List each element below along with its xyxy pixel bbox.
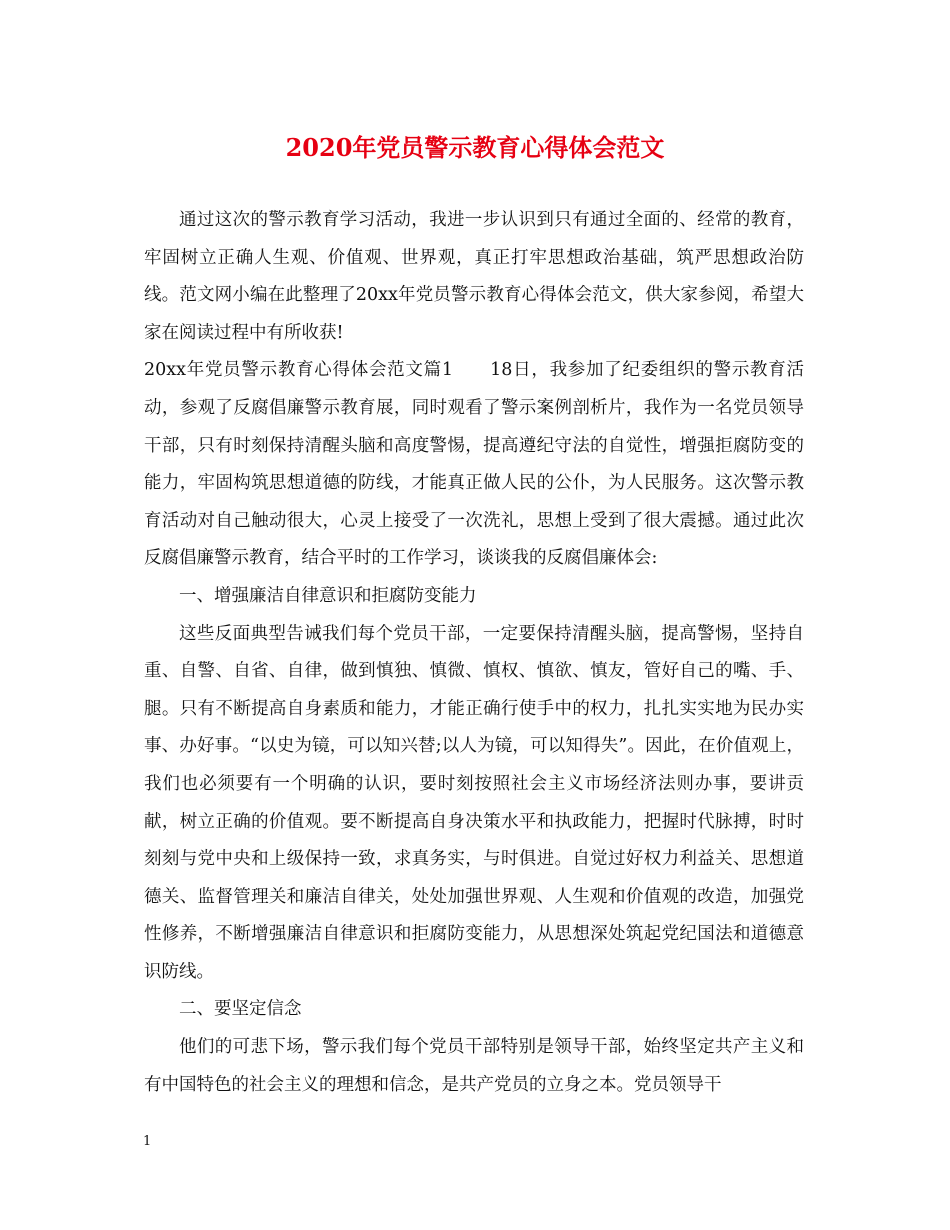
page-number: 1 xyxy=(143,1134,152,1149)
section-heading-2: 二、要坚定信念 xyxy=(179,999,302,1020)
section-heading-1: 一、增强廉洁自律意识和拒腐防变能力 xyxy=(179,585,477,606)
document-title: 2020年党员警示教育心得体会范文 xyxy=(285,133,665,162)
document-body xyxy=(144,202,804,1104)
paragraph-section-2: 他们的可悲下场，警示我们每个党员干部特别是领导干部，始终坚定共产主义和有中国特色的社会主义的理想和信念，是共产党员的立身之本。党员领导干 xyxy=(144,1037,804,1095)
paragraph-section-1: 这些反面典型告诫我们每个党员干部，一定要保持清醒头脑，提高警惕，坚持自重、自警、自省、自律，做到慎独、慎微、慎权、慎欲、慎友，管好自己的嘴、手、腿。只有不断提高自身素质和能力，才能正确行使手中的权力，扎扎实实地为民办实事、办好事。“以史为镜，可以知兴替;以人为镜，可以知得失”。因此，在价值观上，我们也必须要有一个明确的认识，要时刻按照社会主义市场经济法则办事，要讲贡献，树立正确的价值观。要不断提高自身决策水平和执政能力，把握时代脉搏，时时刻刻与党中央和上级保持一致，求真务实，与时俱进。自觉过好权力利益关、思想道德关、监督管理关和廉洁自律关，处处加强世界观、人生观和价值观的改造，加强党性修养，不断增强廉洁自律意识和拒腐防变能力，从思想深处筑起党纪国法和道德意识防线。 xyxy=(144,623,804,982)
paragraph-essay-1-opening: 20xx年党员警示教育心得体会范文篇1 18日，我参加了纪委组织的警示教育活动，参观了反腐倡廉警示教育展，同时观看了警示案例剖析片，我作为一名党员领导干部，只有时刻保持清醒头脑和高度警惕，提高遵纪守法的自觉性，增强拒腐防变的能力，牢固构筑思想道德的防线，才能真正做人民的公仆，为人民服务。这次警示教育活动对自己触动很大，心灵上接受了一次洗礼，思想上受到了很大震撼。通过此次反腐倡廉警示教育，结合平时的工作学习，谈谈我的反腐倡廉体会: xyxy=(144,360,804,569)
paragraph-intro: 通过这次的警示教育学习活动，我进一步认识到只有通过全面的、经常的教育，牢固树立正确人生观、价值观、世界观，真正打牢思想政治基础，筑严思想政治防线。范文网小编在此整理了20xx年党员警示教育心得体会范文，供大家参阅，希望大家在阅读过程中有所收获! xyxy=(144,210,804,343)
